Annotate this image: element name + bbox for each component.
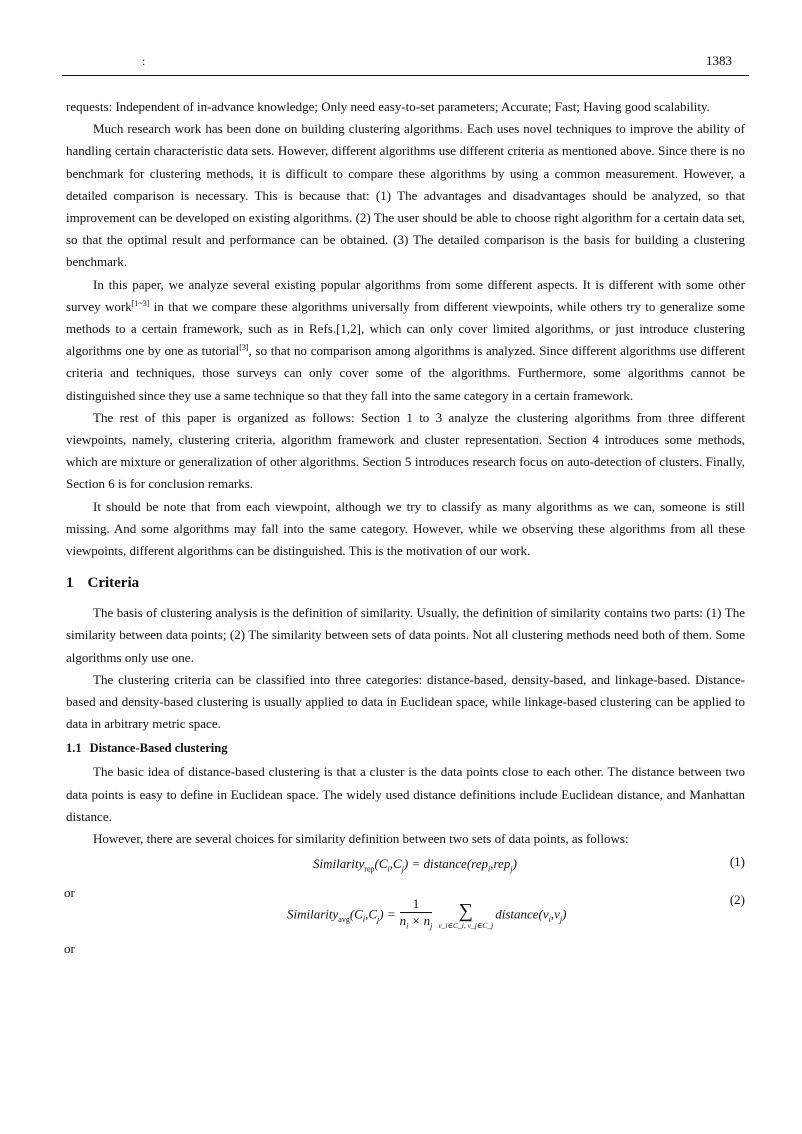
- equation-2: [66, 892, 745, 940]
- equation-1-body: $Similarity_{rep}(C_i,C_j)$ = distance(rep$_i$,rep$_j$): [313, 856, 517, 874]
- paragraph-distance-idea: The basic idea of distance-based clustering is that a cluster is the data points close to each other. The distance between two data points is easy to define in Euclidean space. The widely used distance definitions include Euclidean distance, and Manhattan distance.: [66, 764, 745, 824]
- paragraph-research-work: Much research work has been done on building clustering algorithms. Each uses novel techniques to improve the ability of handling certain characteristic data sets. However, different algorithms use different criteria as mentioned above. Since there is no benchmark for clustering methods, it is difficult to compare these algorithms by using a common measurement. However, a detailed comparison is necessary. This is because that: (1) The advantages and disadvantages should be analyzed, so that improvement can be developed on existing algorithms. (2) The user should be able to choose right algorithm for a certain data set, so that the optimal result and performance can be obtained. (3) The detailed comparison is the basis for building a clustering benchmark.: [66, 121, 745, 270]
- page-number: 1383: [706, 53, 732, 68]
- summation: ∑ v_i∈C_i, v_j∈C_j: [438, 900, 494, 931]
- equation-1-number: (1): [729, 854, 745, 870]
- page-body: [66, 96, 745, 960]
- subsection-1-1-heading: [66, 737, 745, 759]
- para3-text-1: In this paper, we analyze several existing popular algorithms from some different aspects. It is different with some other survey work: [66, 276, 745, 314]
- fraction: $\frac{1}{n_i \times n_j}$: [399, 896, 433, 931]
- header-rule: [62, 75, 749, 76]
- paragraph-organization: The rest of this paper is organized as follows: Section 1 to 3 analyze the clustering algorithms from three different viewpoints, namely, clustering criteria, algorithm framework and cluster representation. Section 4 introduces some methods, which are mixture or generalization of other algorithms. Section 5 introduces research focus on auto-detection of clusters. Finally, Section 6 is for conclusion remarks.: [66, 409, 745, 492]
- paragraph-similarity-choices: However, there are several choices for similarity definition between two sets of data points, as follows:: [93, 831, 629, 847]
- subsection-title: Distance-Based clustering: [89, 741, 228, 756]
- paragraph-continuation: requests: Independent of in-advance knowledge; Only need easy-to-set parameters; Accurate; Fast; Having good scalability.: [66, 99, 710, 114]
- running-header: [0, 0, 802, 80]
- para3-text-2: in that we compare these algorithms universally from different viewpoints, while others try to generalize some methods to a certain framework, such as in Refs.[1,2], which can only cover limited algorithms, or just introduce clustering algorithms one by one as tutorial: [66, 298, 745, 359]
- citation-1-3: [1~3]: [131, 298, 150, 308]
- para3-text-3: , so that no comparison among algorithms is analyzed. Since different algorithms use different criteria and techniques, those surveys can only cover some of the algorithms. Furthermore, some algorithms cannot be distinguished since they use a same technique so that they fall into the same category in a certain framework.: [66, 343, 745, 403]
- equation-1: [66, 850, 745, 880]
- equation-2-body: $Similarity_{avg}(C_i,C_j)$ = $\frac{1}{n_i \times n_j}$ ∑ v_i∈C_i, v_j∈C_j $distance(v_i,v_j)$: [287, 896, 566, 935]
- connector-or-1: or: [64, 885, 75, 901]
- paragraph-similarity-basis: The basis of clustering analysis is the definition of similarity. Usually, the definition of similarity contains two parts: (1) The similarity between data points; (2) The similarity between sets of data points. Not all clustering methods need both of them. Some algorithms only use one.: [66, 605, 745, 665]
- connector-or-2: or: [64, 941, 75, 957]
- paragraph-motivation: It should be note that from each viewpoint, although we try to classify as many algorithms as we can, someone is still missing. And some algorithms may fall into the same category. However, while we observing these algorithms from all these viewpoints, different algorithms can be distinguished. This is the motivation of our work.: [66, 498, 745, 559]
- paragraph-criteria-categories: The clustering criteria can be classified into three categories: distance-based, density-based, and linkage-based. Distance-based and density-based clustering is usually applied to data in Euclidean space, while linkage-based clustering can be applied to data in arbitrary metric space.: [66, 671, 745, 732]
- header-colon: :: [142, 54, 146, 68]
- equation-2-number: (2): [729, 892, 745, 908]
- citation-3: [3]: [239, 343, 249, 353]
- section-number: 1: [66, 575, 74, 592]
- section-title: Criteria: [87, 575, 140, 592]
- paragraph-this-paper: [66, 274, 745, 407]
- subsection-number: 1.1: [66, 741, 82, 756]
- section-1-heading: [66, 572, 745, 594]
